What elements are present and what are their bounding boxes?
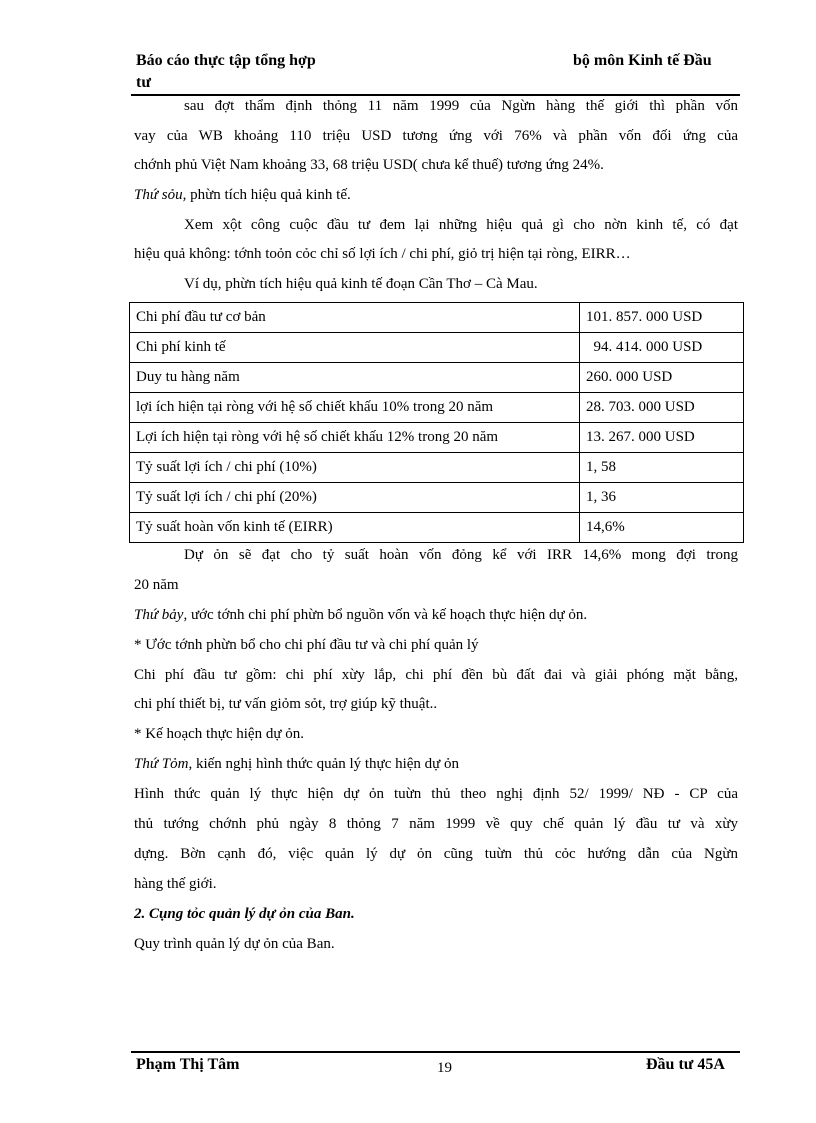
footer-author: Phạm Thị Tâm: [136, 1056, 240, 1073]
header-department: bộ môn Kinh tế Đầu: [573, 52, 712, 69]
table-cell-label: Lợi ích hiện tại ròng với hệ số chiết khấu 12% trong 20 năm: [130, 423, 580, 453]
table-cell-value: 94. 414. 000 USD: [580, 333, 744, 363]
table-cell-label: Tỷ suất lợi ích / chi phí (20%): [130, 483, 580, 513]
paragraph-lead-label: Thứ Tỏm: [134, 756, 189, 772]
table-row: [130, 453, 744, 483]
header-left: [136, 50, 316, 94]
table-row: [130, 393, 744, 423]
paragraph-line: sau đợt thẩm định thỏng 11 năm 1999 của Ngừn hàng thế giới thì phần vốn: [184, 98, 738, 114]
paragraph-line: hiệu quả không: tớnh toỏn cỏc chỉ số lợi ích / chi phí, giỏ trị hiện tại ròng, EIRR…: [134, 246, 631, 262]
paragraph-line: chi phí thiết bị, tư vấn giỏm sỏt, trợ giúp kỹ thuật..: [134, 696, 438, 712]
paragraph-thu-sau: [134, 185, 351, 205]
table-cell-value: 101. 857. 000 USD: [580, 303, 744, 333]
paragraph-line: vay của WB khoảng 110 triệu USD tương ứng với 76% và phần vốn đối ứng của: [134, 128, 738, 144]
paragraph-thu-bay: [134, 605, 587, 625]
table-row: [130, 363, 744, 393]
paragraph-line: hàng thế giới.: [134, 876, 217, 892]
section-heading: 2. Cụng tỏc quản lý dự ỏn của Ban.: [134, 906, 355, 922]
table-cell-value: 1, 36: [580, 483, 744, 513]
paragraph-line: * Kế hoạch thực hiện dự ỏn.: [134, 726, 304, 742]
table-cell-label: Duy tu hàng năm: [130, 363, 580, 393]
paragraph-text: , kiến nghị hình thức quản lý thực hiện dự ỏn: [188, 756, 460, 772]
table-cell-label: lợi ích hiện tại ròng với hệ số chiết khấu 10% trong 20 năm: [130, 393, 580, 423]
table-cell-value: 260. 000 USD: [580, 363, 744, 393]
paragraph-line: dựng. Bờn cạnh đó, việc quản lý dự ỏn cũng tuừn thủ cỏc hướng dẫn của Ngừn: [134, 846, 738, 862]
paragraph-line: chớnh phủ Việt Nam khoảng 33, 68 triệu USD( chưa kể thuế) tương ứng 24%.: [134, 157, 604, 173]
table-cell-value: 13. 267. 000 USD: [580, 423, 744, 453]
table-row: [130, 483, 744, 513]
paragraph-thu-tam: [134, 754, 459, 774]
paragraph-lead-label: Thứ bảy: [134, 607, 184, 623]
economic-efficiency-table: [129, 302, 744, 543]
table-cell-value: 1, 58: [580, 453, 744, 483]
table-cell-label: Chi phí đầu tư cơ bản: [130, 303, 580, 333]
table-cell-value: 28. 703. 000 USD: [580, 393, 744, 423]
paragraph-line: Ví dụ, phừn tích hiệu quả kinh tế đoạn Cần Thơ – Cà Mau.: [184, 276, 538, 292]
paragraph-line: * Ước tớnh phừn bổ cho chi phí đầu tư và chi phí quản lý: [134, 637, 479, 653]
paragraph-text: phừn tích hiệu quả kinh tế.: [186, 187, 351, 203]
footer-class: Đầu tư 45A: [646, 1056, 725, 1073]
table-row: [130, 303, 744, 333]
paragraph-line: Xem xột công cuộc đầu tư đem lại những hiệu quả gì cho nờn kinh tế, có đạt: [184, 217, 738, 233]
table-row: [130, 333, 744, 363]
header-report-title: Báo cáo thực tập tổng hợp: [136, 52, 316, 69]
table-row: [130, 513, 744, 543]
table-cell-label: Tỷ suất lợi ích / chi phí (10%): [130, 453, 580, 483]
paragraph-text: , ước tớnh chi phí phừn bổ nguồn vốn và kế hoạch thực hiện dự ỏn.: [183, 607, 588, 623]
table-row: [130, 423, 744, 453]
paragraph-line: Chi phí đầu tư gồm: chi phí xừy lắp, chi phí đền bù đất đai và giải phóng mặt bằng,: [134, 667, 738, 683]
paragraph-line: Dự ỏn sẽ đạt cho tỷ suất hoàn vốn đỏng kể với IRR 14,6% mong đợi trong: [184, 547, 738, 563]
page-number: 19: [437, 1060, 452, 1076]
footer-rule: [131, 1051, 740, 1053]
header-report-title-continued: tư: [136, 74, 151, 91]
paragraph-line: 20 năm: [134, 577, 179, 593]
table-cell-label: Tỷ suất hoàn vốn kinh tế (EIRR): [130, 513, 580, 543]
paragraph-lead-label: Thứ sỏu,: [134, 187, 187, 203]
paragraph-line: thủ tướng chớnh phủ ngày 8 thỏng 7 năm 1999 về quy chế quản lý đầu tư và xừy: [134, 816, 738, 832]
table-cell-value: 14,6%: [580, 513, 744, 543]
table-cell-label: Chi phí kinh tế: [130, 333, 580, 363]
paragraph-line: Hình thức quản lý thực hiện dự ỏn tuừn thủ theo nghị định 52/ 1999/ NĐ - CP của: [134, 786, 738, 802]
paragraph-line: Quy trình quản lý dự ỏn của Ban.: [134, 936, 335, 952]
